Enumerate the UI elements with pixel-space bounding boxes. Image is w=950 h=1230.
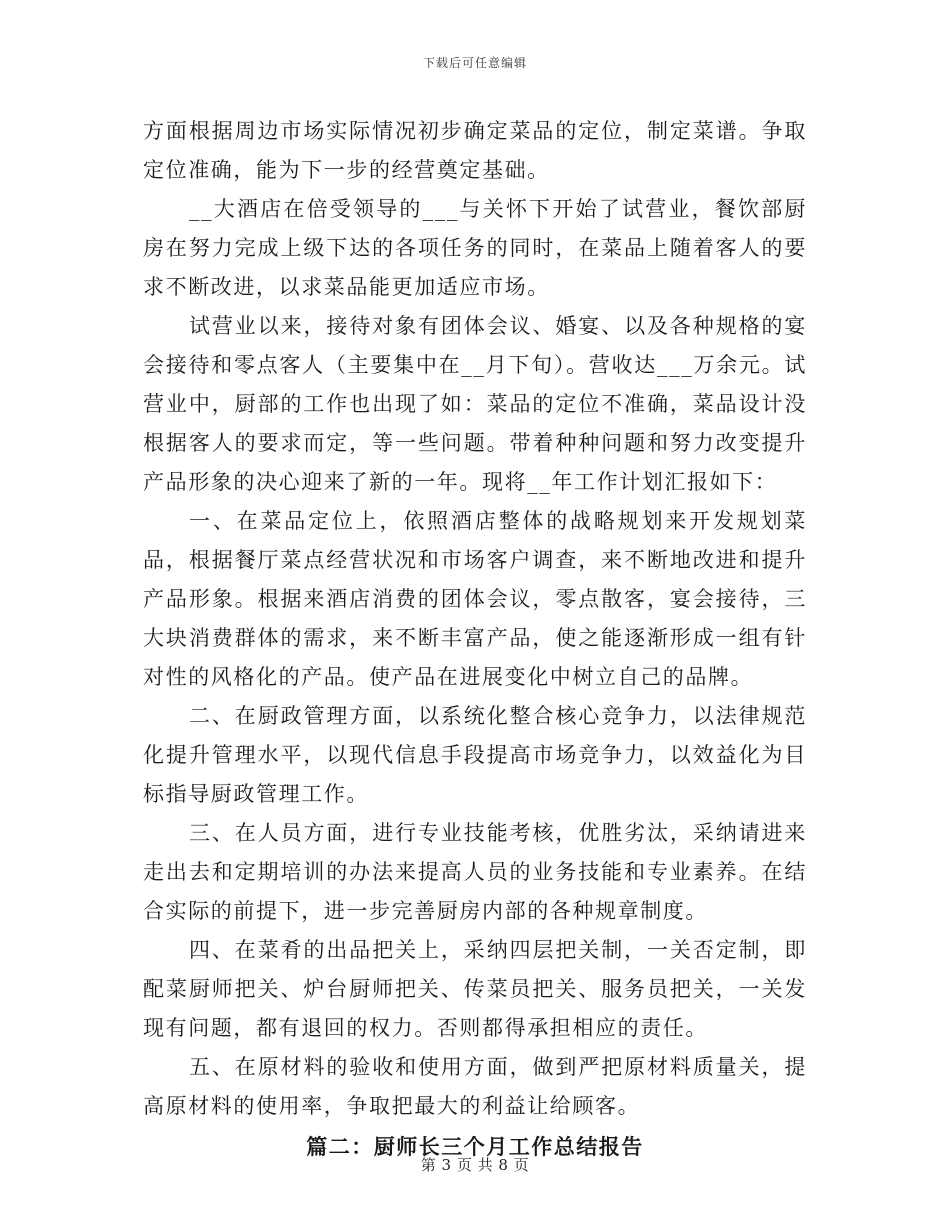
paragraph-item-2-kitchen-management: 二、在厨政管理方面，以系统化整合核心竞争力，以法律规范化提升管理水平，以现代信息手段提高市场竞争力，以效益化为目标指导厨政管理工作。 [143, 704, 807, 806]
paragraph-item-4-quality-control: 四、在菜肴的出品把关上，采纳四层把关制，一关否定制，即配菜厨师把关、炉台厨师把关、传菜员把关、服务员把关，一关发现有问题，都有退回的权力。否则都得承担相应的责任。 [143, 938, 807, 1040]
paragraph-continuation: 方面根据周边市场实际情况初步确定菜品的定位，制定菜谱。争取定位准确，能为下一步的经营奠定基础。 [143, 119, 807, 182]
paragraph-item-1-dish-positioning: 一、在菜品定位上，依照酒店整体的战略规划来开发规划菜品，根据餐厅菜点经营状况和市场客户调查，来不断地改进和提升产品形象。根据来酒店消费的团体会议，零点散客，宴会接待，三大块消费群体的需求，来不断丰富产品，使之能逐渐形成一组有针对性的风格化的产品。使产品在进展变化中树立自己的品牌。 [143, 509, 807, 689]
page-header: 下载后可任意编辑 [422, 56, 527, 70]
paragraph-item-5-raw-materials: 五、在原材料的验收和使用方面，做到严把原材料质量关，提高原材料的使用率，争取把最大的利益让给顾客。 [143, 1055, 807, 1118]
document-body [143, 112, 807, 1166]
paragraph-trial-operation: 试营业以来，接待对象有团体会议、婚宴、以及各种规格的宴会接待和零点客人（主要集中在__月下旬）。营收达___万余元。试营业中，厨部的工作也出现了如：菜品的定位不准确，菜品设计没根据客人的要求而定，等一些问题。带着种种问题和努力改变提升产品形象的决心迎来了新的一年。现将__年工作计划汇报如下： [143, 314, 807, 494]
section-title: 篇二：厨师长三个月工作总结报告 [306, 1134, 644, 1159]
paragraph-hotel-intro: __大酒店在倍受领导的___与关怀下开始了试营业，餐饮部厨房在努力完成上级下达的各项任务的同时，在菜品上随着客人的要求不断改进，以求菜品能更加适应市场。 [143, 197, 807, 299]
page-number: 第 3 页 共 8 页 [420, 1156, 530, 1174]
paragraph-item-3-personnel: 三、在人员方面，进行专业技能考核，优胜劣汰，采纳请进来走出去和定期培训的办法来提高人员的业务技能和专业素养。在结合实际的前提下，进一步完善厨房内部的各种规章制度。 [143, 821, 807, 923]
